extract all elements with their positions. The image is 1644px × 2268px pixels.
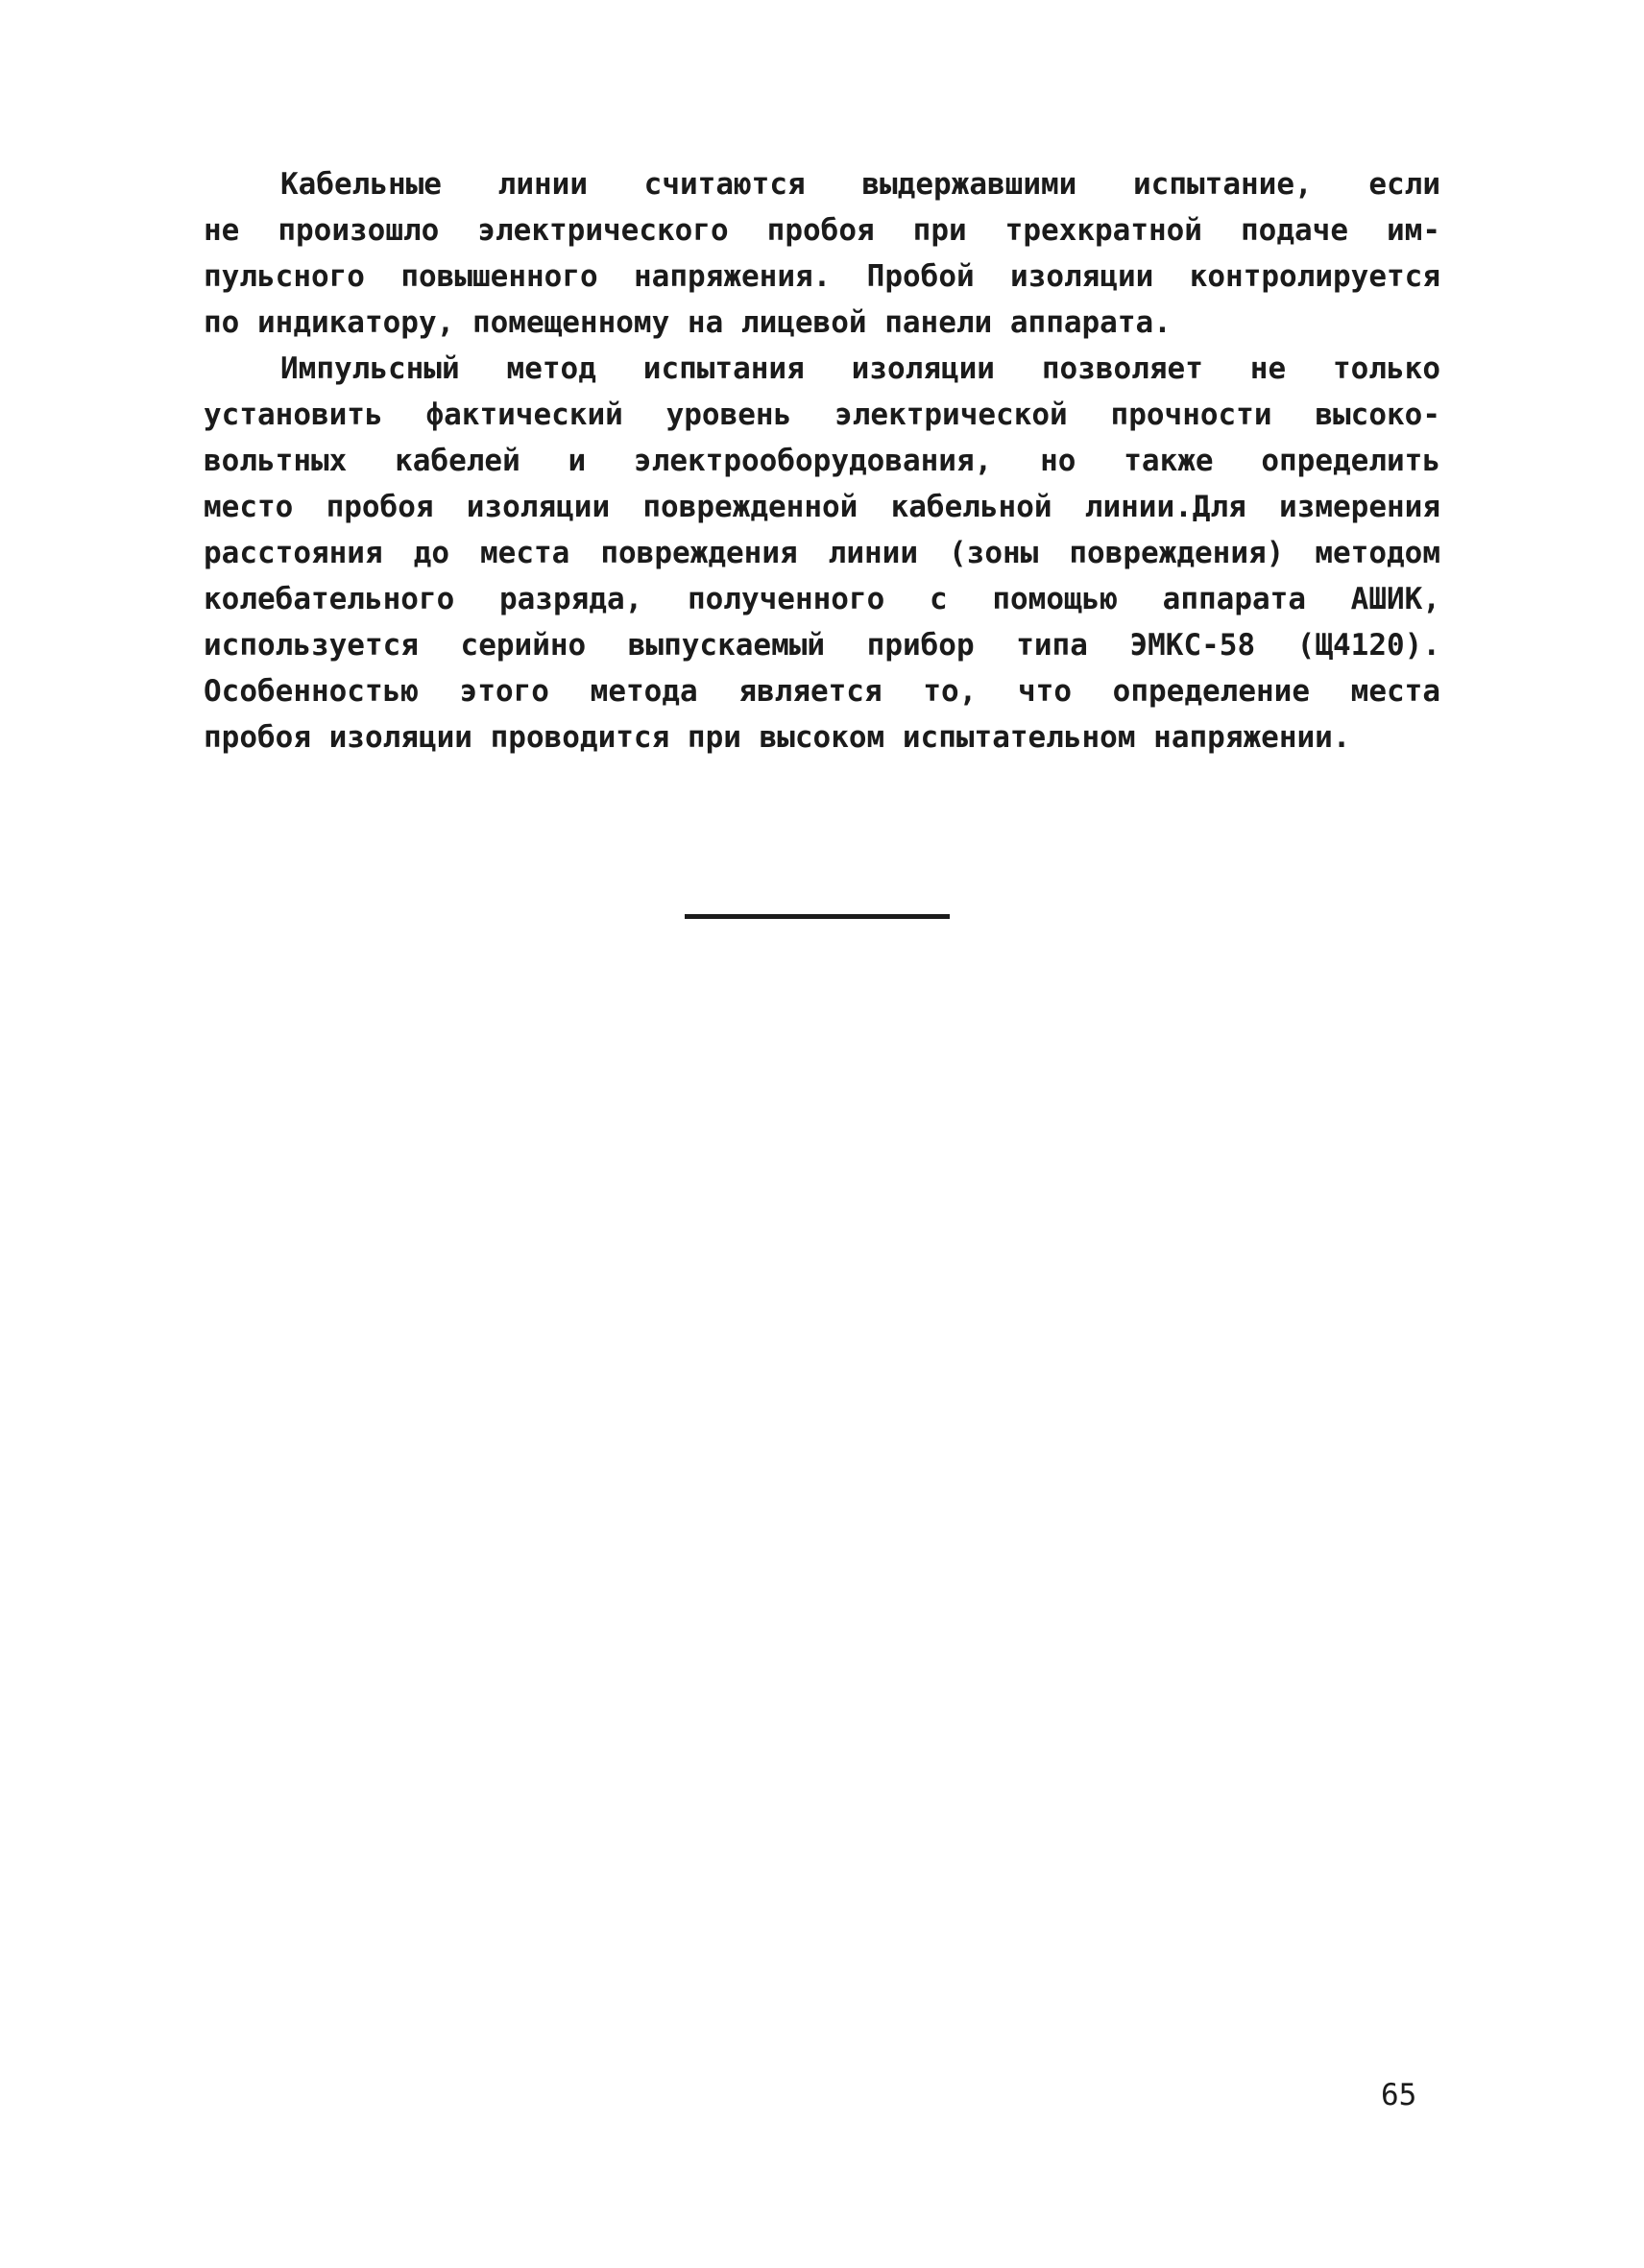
paragraph xyxy=(204,346,1440,760)
body-text xyxy=(204,161,1440,760)
text-line: Импульсный метод испытания изоляции позволяет не только xyxy=(280,351,1440,386)
section-divider xyxy=(685,914,950,919)
text-line: расстояния до места повреждения линии (зоны повреждения) методом xyxy=(204,536,1440,570)
text-line: место пробоя изоляции поврежденной кабельной линии.Для измерения xyxy=(204,490,1440,524)
text-line: Кабельные линии считаются выдержавшими испытание, если xyxy=(280,167,1440,202)
text-line: не произошло электрического пробоя при трехкратной подаче им- xyxy=(204,213,1440,248)
text-line: Особенностью этого метода является то, что определение места xyxy=(204,674,1440,709)
page-number: 65 xyxy=(1381,2078,1417,2112)
text-line: пульсного повышенного напряжения. Пробой изоляции контролируется xyxy=(204,259,1440,294)
text-line: по индикатору, помещенному на лицевой панели аппарата. xyxy=(204,305,1172,340)
text-line: установить фактический уровень электрической прочности высоко- xyxy=(204,398,1440,432)
text-line: вольтных кабелей и электрооборудования, но также определить xyxy=(204,444,1440,478)
paragraph xyxy=(204,161,1440,346)
text-line: колебательного разряда, полученного с помощью аппарата АШИК, xyxy=(204,582,1440,616)
text-line: пробоя изоляции проводится при высоком испытательном напряжении. xyxy=(204,720,1351,755)
text-line: используется серийно выпускаемый прибор типа ЭМКС-58 (Щ4120). xyxy=(204,628,1440,663)
